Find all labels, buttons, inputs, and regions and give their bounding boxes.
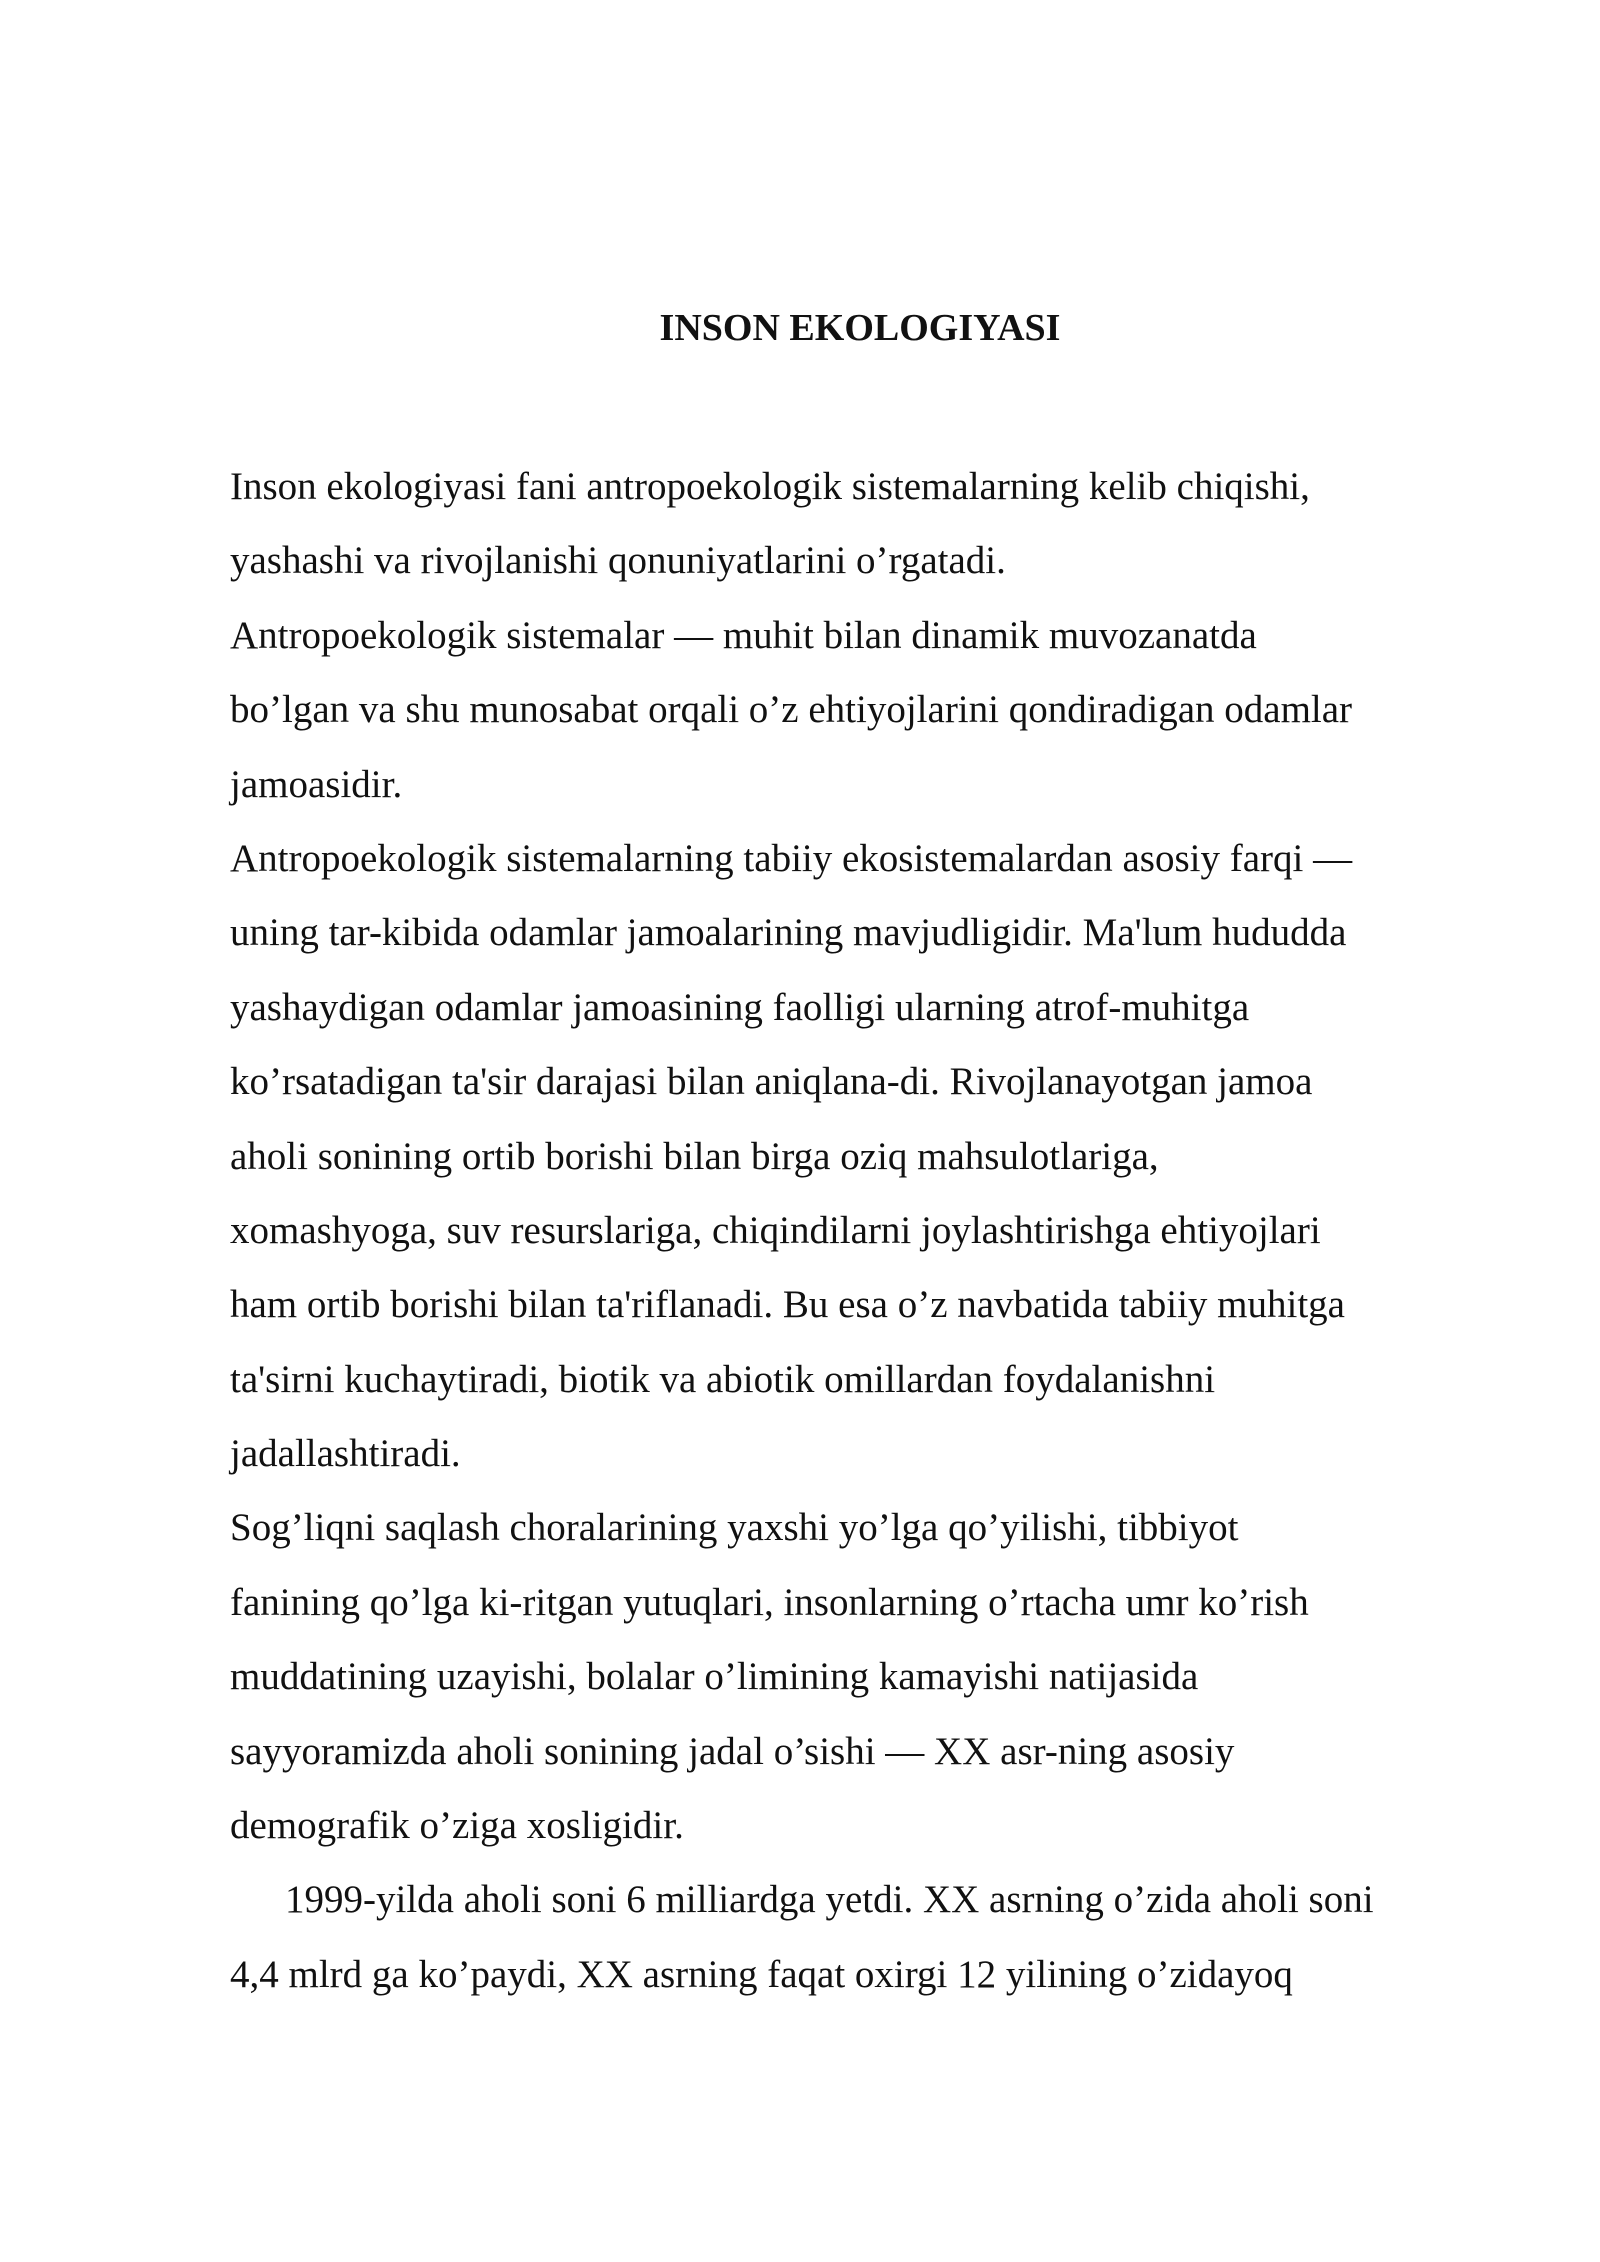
text-line: aholi sonining ortib borishi bilan birga oziq mahsulotlariga, (230, 1134, 1159, 1178)
page-title: INSON EKOLOGIYASI (659, 307, 1061, 349)
text-line: fanining qo’lga ki-ritgan yutuqlari, insonlarning o’rtacha umr ko’rish (230, 1580, 1309, 1624)
text-line: 4,4 mlrd ga ko’paydi, XX asrning faqat oxirgi 12 yilining o’zidayoq (230, 1952, 1293, 1996)
text-line: sayyoramizda aholi sonining jadal o’sishi — XX asr-ning asosiy (230, 1729, 1235, 1773)
text-line: bo’lgan va shu munosabat orqali o’z ehtiyojlarini qondiradigan odamlar (230, 688, 1353, 732)
text-line: xomashyoga, suv resurslariga, chiqindilarni joylashtirishga ehtiyojlari (230, 1208, 1321, 1252)
text-line: Antropoekologik sistemalar — muhit bilan dinamik muvozanatda (230, 613, 1257, 657)
text-line: ham ortib borishi bilan ta'riflanadi. Bu esa o’z navbatida tabiiy muhitga (230, 1283, 1345, 1327)
text-line: Inson ekologiyasi fani antropoekologik sistemalarning kelib chiqishi, (230, 465, 1310, 508)
text-line: muddatining uzayishi, bolalar o’limining kamayishi natijasida (230, 1655, 1199, 1699)
text-line: demografik o’ziga xosligidir. (230, 1804, 684, 1848)
body-text (230, 450, 1520, 2012)
text-line: 1999-yilda aholi soni 6 milliardga yetdi. XX asrning o’zida aholi soni (285, 1878, 1374, 1922)
text-line: ko’rsatadigan ta'sir darajasi bilan aniqlana-di. Rivojlanayotgan jamoa (230, 1060, 1313, 1104)
text-line: ta'sirni kuchaytiradi, biotik va abiotik omillardan foydalanishni (230, 1357, 1216, 1401)
text-line: uning tar-kibida odamlar jamoalarining mavjudligidir. Ma'lum hududda (230, 911, 1347, 955)
text-line: yashashi va rivojlanishi qonuniyatlarini o’rgatadi. (230, 539, 1006, 583)
text-line: yashaydigan odamlar jamoasining faolligi ularning atrof-muhitga (230, 985, 1250, 1029)
text-line: Sog’liqni saqlash choralarining yaxshi yo’lga qo’yilishi, tibbiyot (230, 1506, 1239, 1550)
text-line: Antropoekologik sistemalarning tabiiy ekosistemalardan asosiy farqi — (230, 836, 1353, 880)
text-line: jadallashtiradi. (230, 1432, 461, 1476)
text-line: jamoasidir. (230, 762, 403, 806)
